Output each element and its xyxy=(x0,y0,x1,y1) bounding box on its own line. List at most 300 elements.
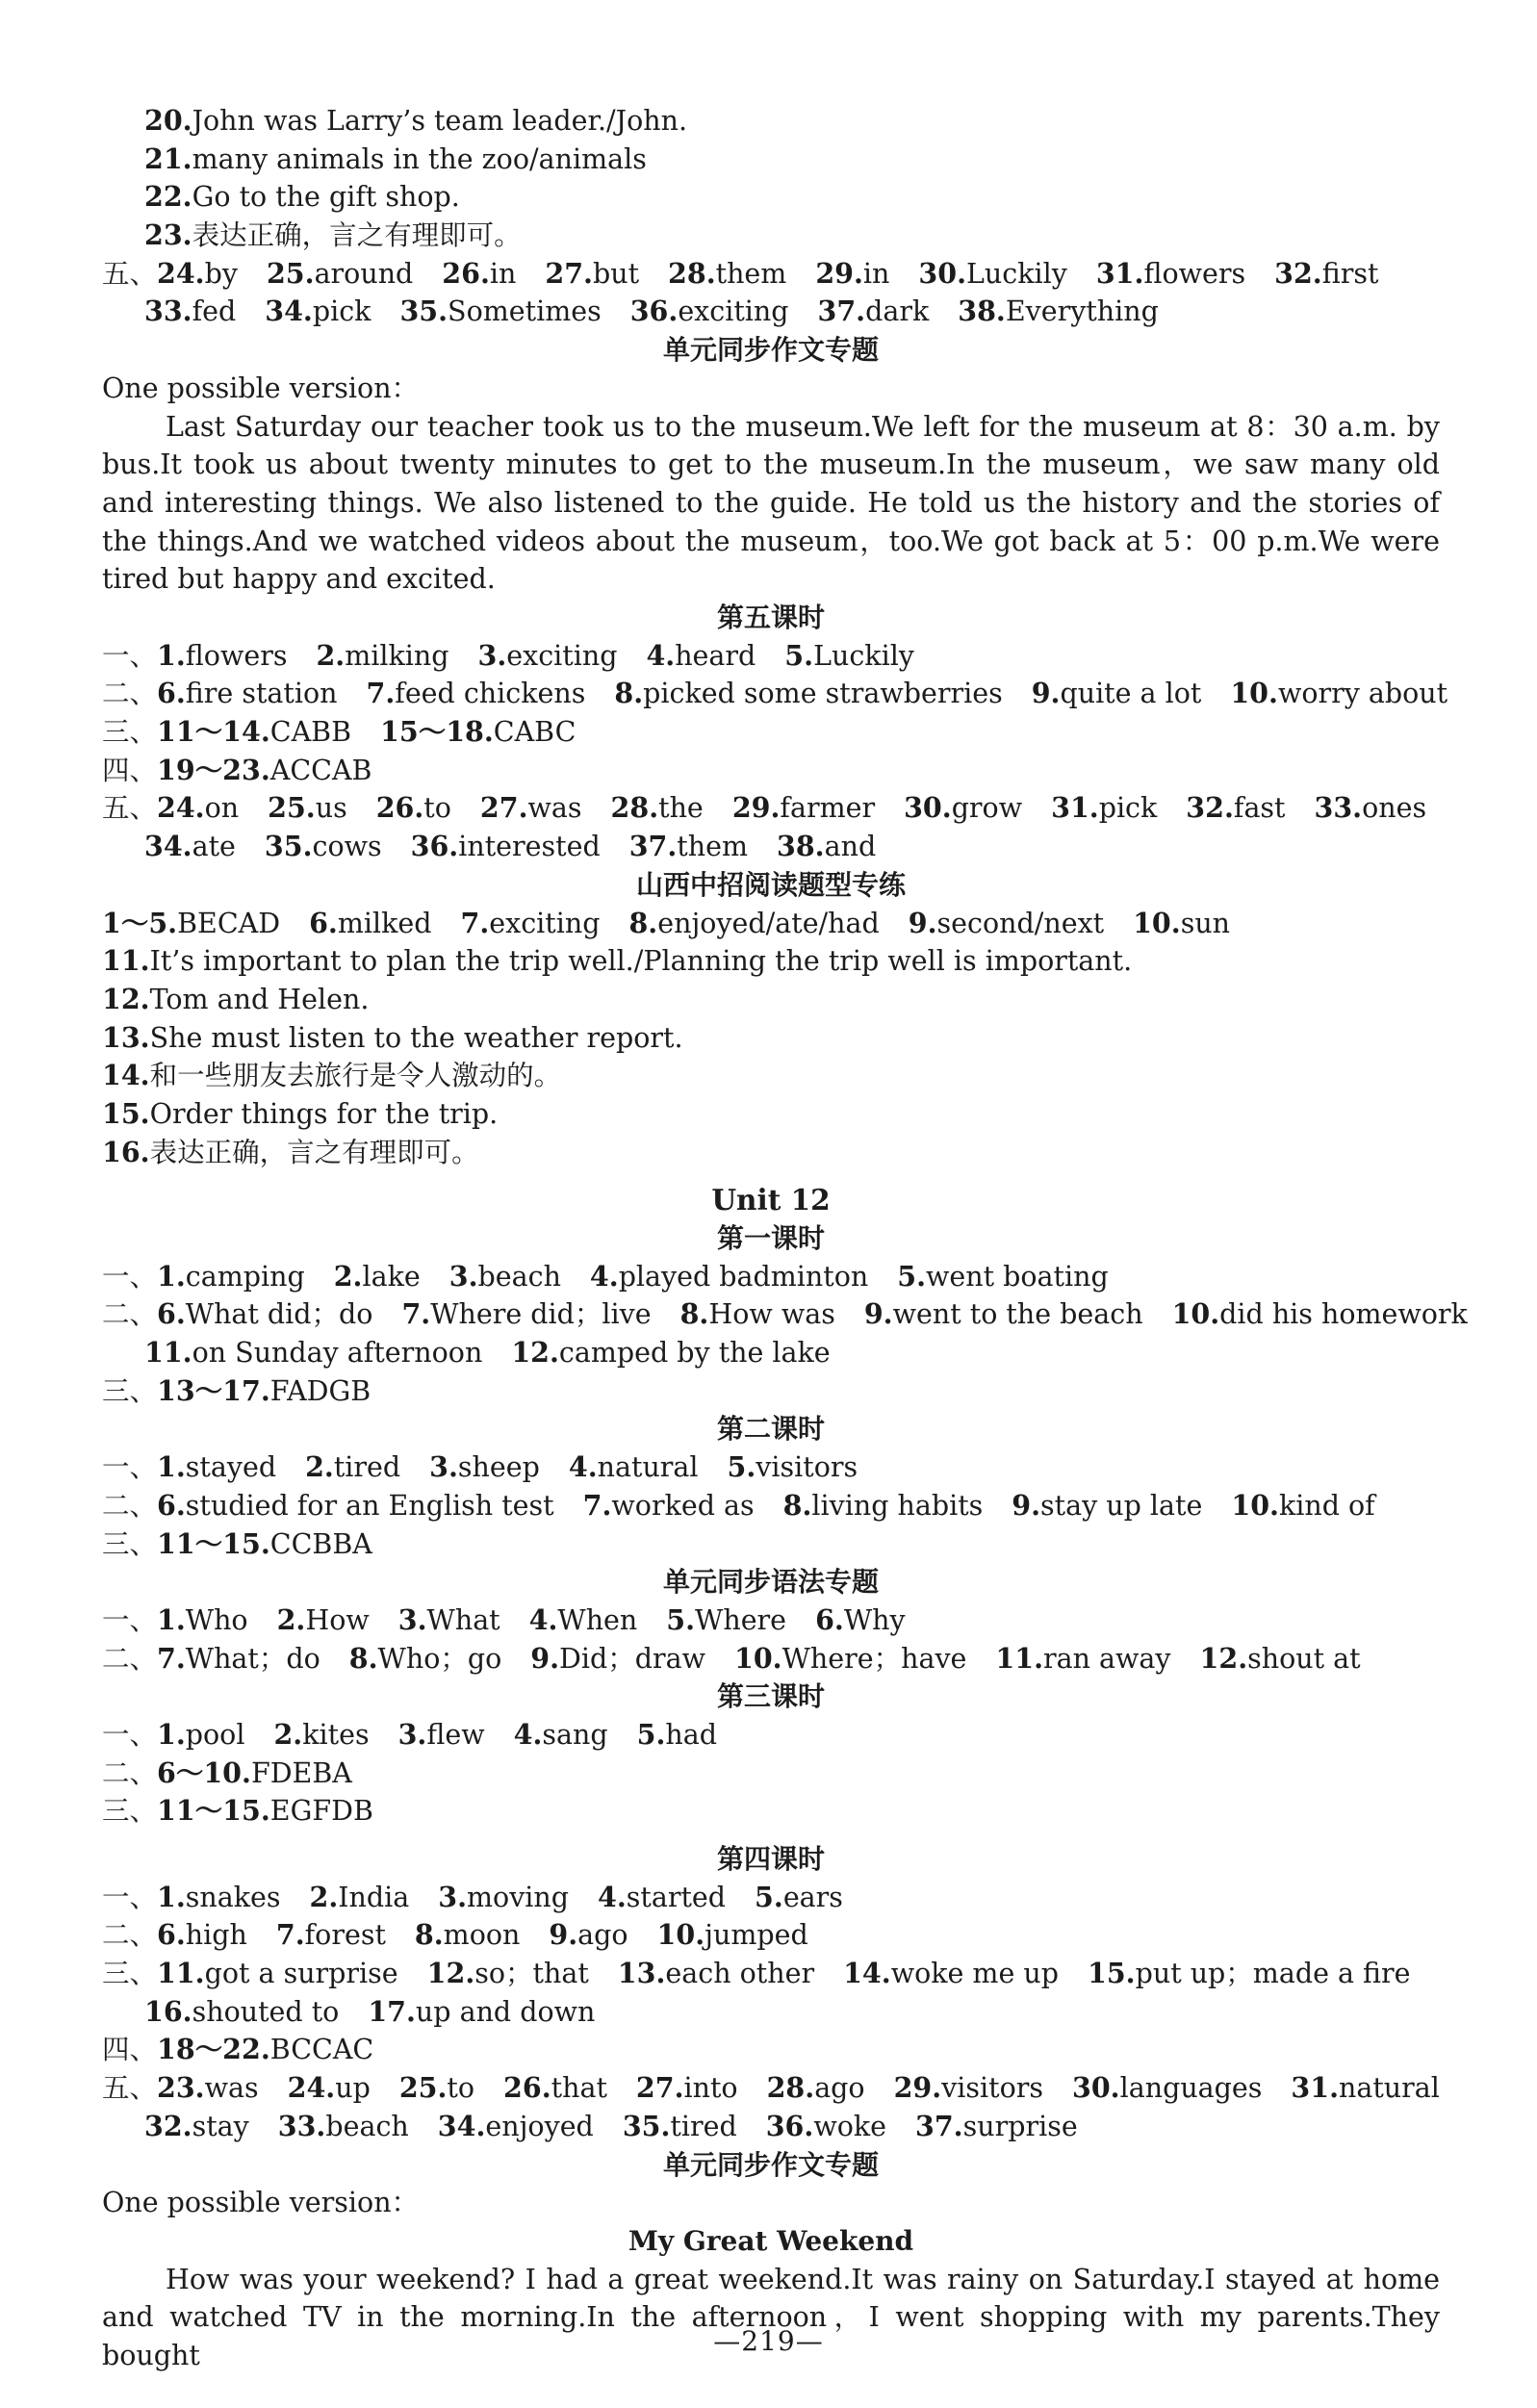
answer-text: feed chickens xyxy=(395,678,586,710)
lesson-5-q4 xyxy=(102,752,1440,790)
answer-item xyxy=(144,1337,482,1369)
answer-text: and xyxy=(824,831,877,863)
shanxi-answer-12: 12.Tom and Helen. xyxy=(102,982,370,1015)
answer-item xyxy=(918,258,1066,290)
answer-item xyxy=(157,1490,554,1522)
answer-text: on Sunday afternoon xyxy=(192,1337,483,1370)
answer-page xyxy=(102,102,1468,2375)
answer-text: fast xyxy=(1233,792,1286,825)
answer-item xyxy=(549,1919,628,1951)
answer-text: got a surprise xyxy=(204,1958,398,1990)
answer-number: 30. xyxy=(1072,2071,1120,2105)
question-prefix: 三、 xyxy=(102,1958,158,1990)
answer-text: languages xyxy=(1119,2072,1263,2105)
answer-item xyxy=(1088,1958,1411,1989)
answer-text: enjoyed/ate/had xyxy=(657,907,880,939)
answer-item xyxy=(157,1528,372,1560)
answer-number: 18～22. xyxy=(157,2033,270,2066)
answer-number: 15～18. xyxy=(380,715,494,749)
answer-number: 32. xyxy=(144,2109,192,2142)
answer-number: 32. xyxy=(1274,256,1322,290)
answer-number: 31. xyxy=(1291,2071,1339,2105)
answer-text: How was xyxy=(708,1298,835,1331)
answer-item xyxy=(157,755,371,786)
answer-item xyxy=(334,1261,421,1293)
answer-number: 1. xyxy=(157,1880,186,1913)
answer-number: 3. xyxy=(438,1880,468,1913)
answer-text: fire station xyxy=(185,678,338,710)
question-prefix: 二、 xyxy=(102,1489,158,1522)
shanxi-answer-15: 15.Order things for the trip. xyxy=(102,1096,499,1130)
answer-text: visitors xyxy=(941,2072,1044,2105)
lesson-4-q3-cont xyxy=(102,1993,1440,2032)
answer-number: 12. xyxy=(511,1336,559,1370)
answer-item xyxy=(380,716,576,748)
answer-text: woke me up xyxy=(890,1958,1059,1990)
answer-number: 36. xyxy=(410,830,459,863)
answer-text: on xyxy=(204,792,240,825)
answer-item xyxy=(732,792,875,824)
answer-item xyxy=(157,258,238,290)
answer-text: had xyxy=(665,1718,717,1751)
answer-number: 10. xyxy=(1230,677,1278,710)
section-heading-lesson-1: 第一课时 xyxy=(716,1222,825,1255)
answer-item xyxy=(157,1451,276,1483)
answer-number: 38. xyxy=(958,295,1006,328)
answer-text: tired xyxy=(333,1451,401,1484)
answer-text: high xyxy=(185,1919,247,1952)
answer-number: 3. xyxy=(429,1450,458,1484)
answer-item xyxy=(267,258,413,290)
answer-number: 25. xyxy=(268,791,316,825)
answer-number: 1. xyxy=(157,1259,186,1293)
answer-text: quite a lot xyxy=(1060,678,1202,710)
answer-text: was xyxy=(204,2072,259,2105)
answer-text: lake xyxy=(362,1260,421,1293)
answer-item xyxy=(157,2034,373,2065)
answer-number: 7. xyxy=(582,1488,612,1522)
answer-number: 24. xyxy=(157,256,205,290)
answer-item xyxy=(157,2072,259,2104)
answer-item xyxy=(480,792,582,824)
answer-item xyxy=(367,678,586,709)
answer-text: moon xyxy=(443,1919,521,1952)
answer-item xyxy=(646,640,756,672)
answer-number: 14. xyxy=(843,1957,891,1990)
answer-text: EGFDB xyxy=(269,1795,373,1828)
answer-text: stay xyxy=(192,2110,249,2142)
sample-intro-2: One possible version： xyxy=(102,2187,420,2219)
answer-number: 10. xyxy=(656,1918,705,1952)
question-prefix: 一、 xyxy=(102,1718,158,1751)
answer-number: 36. xyxy=(629,295,679,328)
answer-text: Where xyxy=(695,1603,787,1636)
section-heading-lesson-5: 第五课时 xyxy=(716,602,825,634)
answer-item xyxy=(545,258,639,290)
lesson-3-q1 xyxy=(102,1716,1440,1755)
answer-number: 8. xyxy=(414,1918,444,1952)
answer-text: Who xyxy=(185,1603,248,1636)
answer-item xyxy=(144,1996,339,2028)
question-prefix: 二、 xyxy=(102,1756,158,1789)
answer-item xyxy=(1230,678,1447,709)
answer-text: to xyxy=(423,792,451,825)
sample-essay-paragraph-2: How was your weekend? I had a great weekend.It was rainy on Saturday.I stayed at home and watched TV in the morning.In the afternoon，I went shopping with my parents.They bought xyxy=(102,2263,1440,2371)
answer-number: 12. xyxy=(426,1957,475,1990)
answer-text: ears xyxy=(782,1881,843,1913)
answer-number: 6. xyxy=(309,906,338,939)
answer-number: 29. xyxy=(893,2071,942,2105)
answer-number: 6. xyxy=(157,1297,186,1331)
answer-item xyxy=(777,831,876,862)
answer-text: Did；draw xyxy=(559,1642,705,1675)
question-prefix: 二、 xyxy=(102,1298,158,1331)
answer-item xyxy=(680,1298,835,1330)
answer-text: stay up late xyxy=(1040,1489,1203,1522)
answer-21: 21.many animals in the zoo/animals xyxy=(144,141,647,175)
section-5-row-1 xyxy=(102,255,1440,294)
answer-text: was xyxy=(527,792,582,825)
lesson-4-q5-row-1 xyxy=(102,2069,1440,2108)
section-heading-writing-2: 单元同步作文专题 xyxy=(662,2148,879,2181)
answer-item xyxy=(666,1604,786,1636)
answer-text: What xyxy=(426,1603,500,1636)
answer-text: beach xyxy=(477,1260,561,1293)
answer-text: Luckily xyxy=(813,639,914,672)
question-prefix: 三、 xyxy=(102,1795,158,1828)
answer-text: Everything xyxy=(1005,295,1159,328)
answer-number: 31. xyxy=(1051,791,1099,825)
answer-item xyxy=(309,908,431,939)
answer-number: 8. xyxy=(614,677,644,710)
answer-number: 29. xyxy=(815,256,863,290)
answer-item xyxy=(630,295,789,327)
answer-text: natural xyxy=(597,1451,699,1484)
answer-text: living habits xyxy=(811,1489,984,1522)
answer-number: 24. xyxy=(157,791,205,825)
question-prefix: 一、 xyxy=(102,1451,158,1484)
answer-text: us xyxy=(315,792,347,825)
answer-number: 4. xyxy=(598,1880,627,1913)
answer-number: 24. xyxy=(287,2071,336,2105)
lesson-1-q3 xyxy=(102,1372,1440,1411)
answer-text: did his homework xyxy=(1219,1298,1468,1331)
answer-item xyxy=(783,1490,984,1522)
answer-text: beach xyxy=(325,2110,409,2142)
answer-text: CABB xyxy=(269,716,352,749)
answer-text: interested xyxy=(458,831,601,863)
answer-text: snakes xyxy=(185,1881,281,1913)
answer-number: 28. xyxy=(766,2071,815,2105)
answer-number: 15. xyxy=(1088,1957,1136,1990)
answer-text: woke xyxy=(813,2110,887,2142)
answer-item xyxy=(1096,258,1245,290)
answer-number: 37. xyxy=(628,830,678,863)
answer-item xyxy=(349,1643,501,1675)
answer-item xyxy=(668,258,786,290)
answer-text: India xyxy=(338,1881,410,1913)
answer-text: by xyxy=(204,257,238,290)
answer-text: BCCAC xyxy=(269,2034,374,2066)
answer-item xyxy=(904,792,1022,824)
answer-item xyxy=(915,2111,1078,2142)
answer-text: that xyxy=(551,2072,607,2105)
answer-text: ago xyxy=(814,2072,865,2105)
answer-text: ago xyxy=(577,1919,628,1952)
answer-text: to xyxy=(447,2072,475,2105)
unit-title: Unit 12 xyxy=(711,1183,831,1217)
answer-number: 11～15. xyxy=(157,1794,270,1828)
answer-item xyxy=(598,1882,726,1913)
answer-item xyxy=(398,1719,485,1751)
section-heading-shanxi-reading: 山西中招阅读题型专练 xyxy=(635,868,906,901)
answer-item xyxy=(590,1261,868,1293)
answer-item xyxy=(636,2072,738,2104)
answer-number: 11～15. xyxy=(157,1526,270,1560)
answer-text: Where；have xyxy=(781,1642,967,1675)
answer-item xyxy=(629,831,748,862)
lesson-3-q2 xyxy=(102,1755,1440,1793)
answer-item xyxy=(1231,1490,1374,1522)
answer-item xyxy=(157,792,239,824)
answer-number: 3. xyxy=(397,1717,427,1751)
answer-number: 37. xyxy=(817,295,866,328)
answer-text: Where did；live xyxy=(430,1298,652,1331)
answer-number: 29. xyxy=(731,791,781,825)
answer-item xyxy=(157,1604,248,1636)
answer-text: them xyxy=(715,257,787,290)
answer-text: sheep xyxy=(457,1451,540,1484)
answer-number: 19～23. xyxy=(157,753,270,786)
answer-text: around xyxy=(314,257,414,290)
answer-item xyxy=(429,1451,540,1483)
answer-text: in xyxy=(489,257,517,290)
answer-number: 28. xyxy=(668,256,716,290)
answer-text: started xyxy=(626,1881,727,1913)
essay-title: My Great Weekend xyxy=(628,2224,914,2257)
answer-number: 6～10. xyxy=(157,1755,251,1789)
answer-text: stayed xyxy=(185,1451,277,1484)
answer-number: 2. xyxy=(305,1450,334,1484)
lesson-5-q5-row-2 xyxy=(102,828,1440,866)
section-heading-lesson-2: 第二课时 xyxy=(716,1413,825,1446)
answer-number: 5. xyxy=(897,1259,927,1293)
answer-item xyxy=(144,831,236,862)
answer-item xyxy=(611,792,704,824)
answer-text: ACCAB xyxy=(269,754,372,786)
answer-item xyxy=(529,1604,638,1636)
answer-number: 34. xyxy=(437,2109,486,2142)
answer-number: 13～17. xyxy=(157,1373,270,1407)
lesson-2-q3 xyxy=(102,1525,1440,1564)
answer-number: 5. xyxy=(755,1880,783,1913)
answer-number: 2. xyxy=(333,1259,363,1293)
answer-item xyxy=(1072,2072,1262,2104)
answer-number: 2. xyxy=(276,1602,306,1636)
answer-number: 1. xyxy=(157,1602,186,1636)
answer-item xyxy=(305,1451,400,1483)
answer-item xyxy=(310,1882,410,1913)
section-heading-writing: 单元同步作文专题 xyxy=(662,334,879,367)
answer-text: How xyxy=(305,1603,370,1636)
answer-item xyxy=(909,908,1104,939)
shanxi-row-1 xyxy=(102,905,1440,943)
answer-number: 1～5. xyxy=(102,906,178,939)
answer-number: 5. xyxy=(666,1602,696,1636)
answer-text: pick xyxy=(1098,792,1158,825)
section-heading-lesson-4: 第四课时 xyxy=(716,1843,825,1876)
answer-number: 4. xyxy=(568,1450,598,1484)
answer-number: 8. xyxy=(348,1641,378,1675)
answer-item xyxy=(399,2072,474,2104)
question-prefix: 三、 xyxy=(102,1374,158,1407)
answer-item xyxy=(157,678,337,709)
answer-text: BECAD xyxy=(177,907,281,939)
answer-number: 7. xyxy=(275,1918,305,1952)
answer-text: played badminton xyxy=(618,1260,869,1293)
lesson-1-q2 xyxy=(102,1295,1468,1334)
answer-number: 13. xyxy=(617,1957,666,1990)
answer-number: 9. xyxy=(908,906,937,939)
answer-item xyxy=(157,1719,244,1751)
answer-text: exciting xyxy=(678,295,789,328)
answer-text: up xyxy=(335,2072,371,2105)
answer-number: 4. xyxy=(528,1602,558,1636)
answer-number: 34. xyxy=(144,830,192,863)
answer-text: shout at xyxy=(1247,1642,1361,1675)
question-prefix: 三、 xyxy=(102,1527,158,1560)
answer-item xyxy=(1186,792,1285,824)
shanxi-answer-11: 11.It’s important to plan the trip well./Planning the trip well is important. xyxy=(102,944,1133,978)
answer-item xyxy=(864,1298,1143,1330)
question-prefix: 二、 xyxy=(102,1642,158,1675)
answer-number: 33. xyxy=(277,2109,326,2142)
question-prefix: 一、 xyxy=(102,1881,158,1913)
page-number: —219— xyxy=(713,2325,824,2357)
answer-23: 23.表达正确，言之有理即可。 xyxy=(144,218,522,252)
answer-number: 10. xyxy=(734,1641,782,1675)
answer-text: fed xyxy=(192,295,237,328)
answer-text: camping xyxy=(185,1260,305,1293)
answer-text: flew xyxy=(426,1718,485,1751)
answer-number: 8. xyxy=(628,906,658,939)
answer-text: milking xyxy=(345,639,449,672)
answer-text: pick xyxy=(312,295,371,328)
answer-text: ones xyxy=(1362,792,1427,825)
answer-text: put up；made a fire xyxy=(1135,1958,1411,1990)
answer-number: 3. xyxy=(477,638,507,672)
answer-item xyxy=(277,1604,370,1636)
answer-number: 5. xyxy=(636,1717,666,1751)
answer-item xyxy=(411,831,601,862)
answer-number: 27. xyxy=(545,256,593,290)
answer-number: 34. xyxy=(265,295,313,328)
answer-number: 31. xyxy=(1095,256,1144,290)
answer-item xyxy=(461,908,601,939)
answer-item xyxy=(569,1451,699,1483)
answer-item xyxy=(784,640,914,672)
answer-item xyxy=(288,2072,371,2104)
answer-text: sang xyxy=(542,1718,608,1751)
answer-item xyxy=(1032,678,1202,709)
lesson-4-q5-row-2 xyxy=(102,2108,1440,2146)
answer-item xyxy=(157,1261,305,1293)
answer-number: 1. xyxy=(157,1450,186,1484)
answer-text: surprise xyxy=(962,2110,1078,2142)
answer-item xyxy=(368,1996,595,2028)
answer-item xyxy=(958,295,1159,327)
answer-item xyxy=(157,640,287,672)
question-prefix: 二、 xyxy=(102,678,158,710)
shanxi-answer-14: 14.和一些朋友去旅行是令人激动的。 xyxy=(102,1059,562,1092)
answer-text: farmer xyxy=(780,792,876,825)
answer-item xyxy=(265,831,382,862)
answer-item xyxy=(157,1757,352,1789)
answer-number: 1. xyxy=(157,638,186,672)
question-prefix: 四、 xyxy=(102,2034,158,2066)
answer-item xyxy=(427,1958,589,1989)
answer-number: 12. xyxy=(1199,1641,1248,1675)
answer-number: 26. xyxy=(442,256,490,290)
shanxi-answer-16: 16.表达正确，言之有理即可。 xyxy=(102,1135,479,1168)
lesson-5-q5-row-1 xyxy=(102,789,1440,828)
lesson-1-q2-cont xyxy=(102,1334,1440,1372)
answer-number: 10. xyxy=(1171,1297,1220,1331)
answer-item xyxy=(995,1643,1170,1675)
answer-text: CCBBA xyxy=(269,1527,372,1560)
answer-item xyxy=(449,1261,561,1293)
answer-item xyxy=(511,1337,830,1369)
answer-text: the xyxy=(658,792,704,825)
answer-item xyxy=(273,1719,369,1751)
grammar-q1 xyxy=(102,1601,1440,1640)
answer-text: each other xyxy=(665,1958,815,1990)
answer-item xyxy=(1133,908,1230,939)
lesson-4-q3 xyxy=(102,1955,1440,1993)
answer-number: 9. xyxy=(530,1641,560,1675)
answer-number: 27. xyxy=(635,2071,684,2105)
answer-number: 5. xyxy=(784,638,814,672)
question-prefix: 五、 xyxy=(102,792,158,825)
answer-number: 30. xyxy=(918,256,966,290)
answer-text: pool xyxy=(185,1718,245,1751)
answer-item xyxy=(614,678,1002,709)
answer-number: 33. xyxy=(144,295,192,328)
answer-text: but xyxy=(592,257,640,290)
answer-text: into xyxy=(683,2072,738,2105)
question-prefix: 一、 xyxy=(102,639,158,672)
answer-number: 5. xyxy=(727,1450,756,1484)
answer-item xyxy=(144,295,236,327)
lesson-4-q2 xyxy=(102,1916,1440,1955)
answer-number: 6. xyxy=(157,677,186,710)
answer-item xyxy=(157,1298,372,1330)
answer-number: 38. xyxy=(777,830,825,863)
question-prefix: 二、 xyxy=(102,1919,158,1952)
answer-item xyxy=(1012,1490,1202,1522)
answer-item xyxy=(316,640,448,672)
answer-item xyxy=(157,1643,320,1675)
answer-number: 28. xyxy=(610,791,659,825)
question-prefix: 三、 xyxy=(102,716,158,749)
answer-text: heard xyxy=(675,639,756,672)
grammar-q2 xyxy=(102,1640,1440,1678)
question-prefix: 五、 xyxy=(102,257,158,290)
answer-text: kind of xyxy=(1278,1489,1375,1522)
answer-text: camped by the lake xyxy=(558,1337,831,1370)
answer-item xyxy=(276,1919,386,1951)
answer-item xyxy=(438,2111,594,2142)
